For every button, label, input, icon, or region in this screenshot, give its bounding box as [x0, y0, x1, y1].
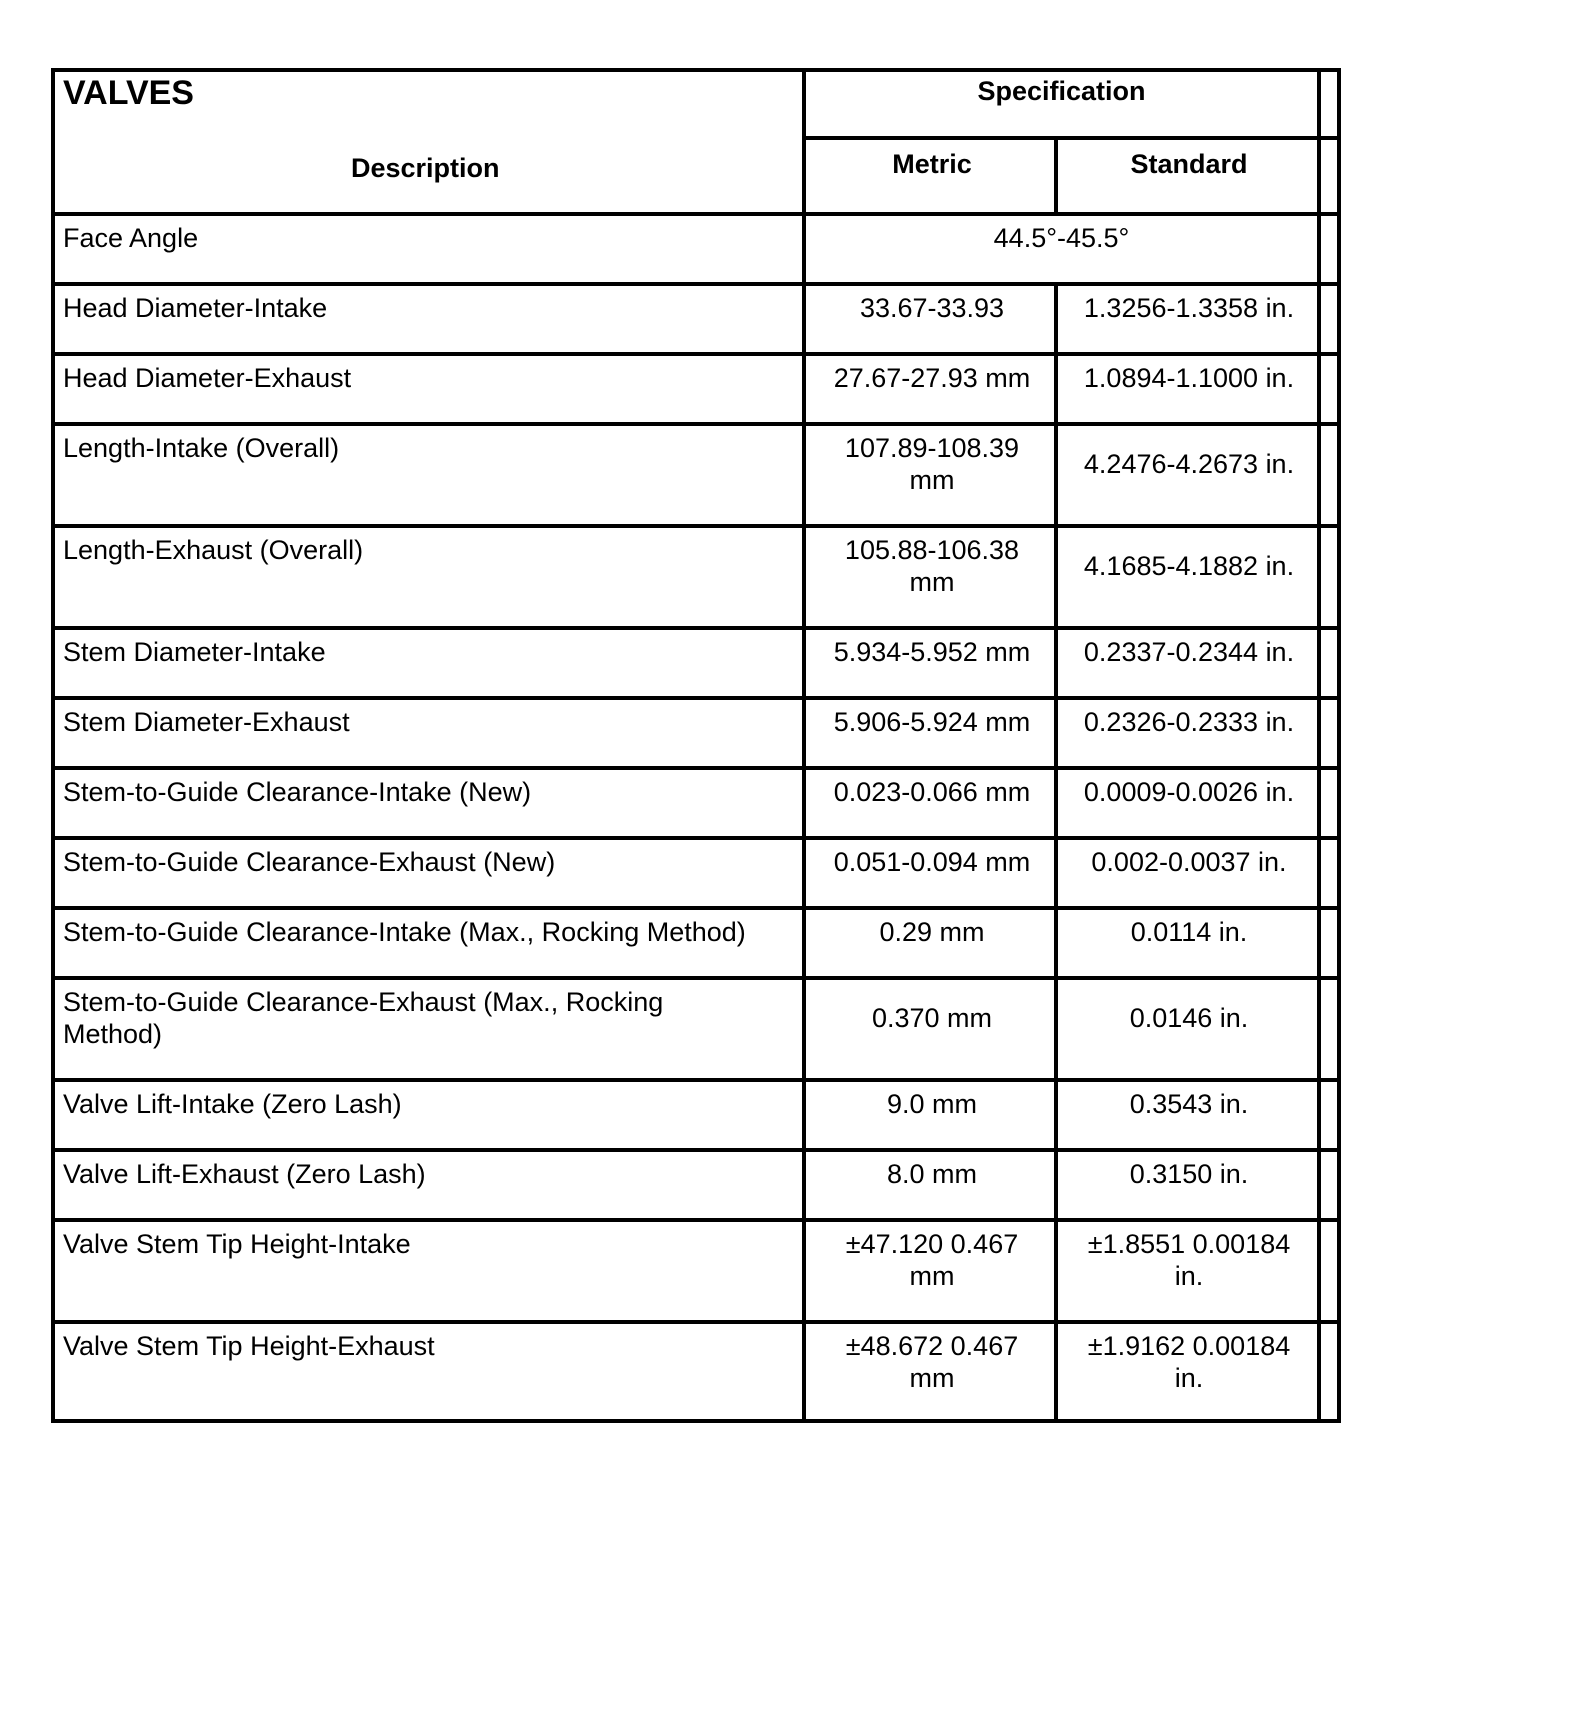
header-specification: Specification: [977, 76, 1146, 106]
row-metric: 0.29 mm: [879, 917, 985, 947]
row-metric: 0.023-0.066 mm: [833, 777, 1031, 807]
row-metric: 33.67-33.93: [859, 293, 1005, 323]
row-metric: 5.906-5.924 mm: [833, 707, 1031, 737]
row-description: Stem-to-Guide Clearance-Intake (New): [63, 777, 532, 807]
row-description: Stem-to-Guide Clearance-Exhaust (Max., Rocking: [63, 987, 664, 1017]
row-standard: 4.2476-4.2673 in.: [1083, 449, 1295, 479]
header-metric: Metric: [892, 149, 972, 179]
row-rule: [51, 1148, 1341, 1152]
header-rule: [802, 136, 1321, 140]
row-description: Head Diameter-Intake: [63, 293, 328, 323]
row-rule: [51, 352, 1341, 356]
row-standard: 1.3256-1.3358 in.: [1083, 293, 1295, 323]
row-description: Valve Lift-Intake (Zero Lash): [63, 1089, 402, 1119]
row-description: Stem Diameter-Intake: [63, 637, 326, 667]
row-standard: 0.2326-0.2333 in.: [1083, 707, 1295, 737]
row-description: Length-Intake (Overall): [63, 433, 340, 463]
row-rule: [51, 836, 1341, 840]
row-metric: 9.0 mm: [886, 1089, 978, 1119]
row-rule: [51, 524, 1341, 528]
row-metric: 8.0 mm: [886, 1159, 978, 1189]
row-standard: 0.0114 in.: [1130, 917, 1248, 947]
row-standard: 0.002-0.0037 in.: [1091, 847, 1287, 877]
row-standard: in.: [1174, 1261, 1204, 1291]
row-rule: [51, 976, 1341, 980]
row-description: Head Diameter-Exhaust: [63, 363, 352, 393]
row-metric: mm: [909, 1261, 955, 1291]
row-metric: 0.051-0.094 mm: [833, 847, 1031, 877]
row-rule: [51, 282, 1341, 286]
row-rule: [51, 696, 1341, 700]
row-rule: [51, 766, 1341, 770]
header-standard: Standard: [1130, 149, 1248, 179]
row-description: Stem-to-Guide Clearance-Intake (Max., Rocking Method): [63, 917, 746, 947]
row-description: Face Angle: [63, 223, 199, 253]
table-title: VALVES: [63, 74, 194, 112]
row-metric: 107.89-108.39: [844, 433, 1020, 463]
row-standard: 0.0009-0.0026 in.: [1083, 777, 1295, 807]
row-description: Valve Stem Tip Height-Intake: [63, 1229, 411, 1259]
row-metric: mm: [909, 465, 955, 495]
row-metric: mm: [909, 1363, 955, 1393]
row-standard: ±1.9162 0.00184: [1087, 1331, 1291, 1361]
row-description: Stem-to-Guide Clearance-Exhaust (New): [63, 847, 556, 877]
row-metric: ±47.120 0.467: [845, 1229, 1019, 1259]
row-standard: 0.3150 in.: [1129, 1159, 1249, 1189]
row-rule: [51, 422, 1341, 426]
row-rule: [51, 906, 1341, 910]
row-metric: ±48.672 0.467: [845, 1331, 1019, 1361]
row-description: Valve Stem Tip Height-Exhaust: [63, 1331, 435, 1361]
row-metric: 105.88-106.38: [844, 535, 1020, 565]
row-rule: [51, 626, 1341, 630]
row-description: Method): [63, 1019, 163, 1049]
row-metric: 0.370 mm: [871, 1003, 993, 1033]
row-rule: [51, 1320, 1341, 1324]
row-standard: 0.3543 in.: [1129, 1089, 1249, 1119]
row-metric: 27.67-27.93 mm: [833, 363, 1031, 393]
row-standard: 0.2337-0.2344 in.: [1083, 637, 1295, 667]
row-description: Length-Exhaust (Overall): [63, 535, 364, 565]
header-description: Description: [351, 153, 500, 183]
row-rule: [51, 1078, 1341, 1082]
row-rule: [51, 1218, 1341, 1222]
row-standard: ±1.8551 0.00184: [1087, 1229, 1291, 1259]
row-description: Valve Lift-Exhaust (Zero Lash): [63, 1159, 426, 1189]
row-standard: 0.0146 in.: [1129, 1003, 1249, 1033]
row-standard: 4.1685-4.1882 in.: [1083, 551, 1295, 581]
row-combined-value: 44.5°-45.5°: [993, 223, 1130, 253]
row-description: Stem Diameter-Exhaust: [63, 707, 350, 737]
row-metric: 5.934-5.952 mm: [833, 637, 1031, 667]
row-standard: 1.0894-1.1000 in.: [1083, 363, 1295, 393]
row-standard: in.: [1174, 1363, 1204, 1393]
row-metric: mm: [909, 567, 955, 597]
row-rule: [51, 212, 1341, 216]
